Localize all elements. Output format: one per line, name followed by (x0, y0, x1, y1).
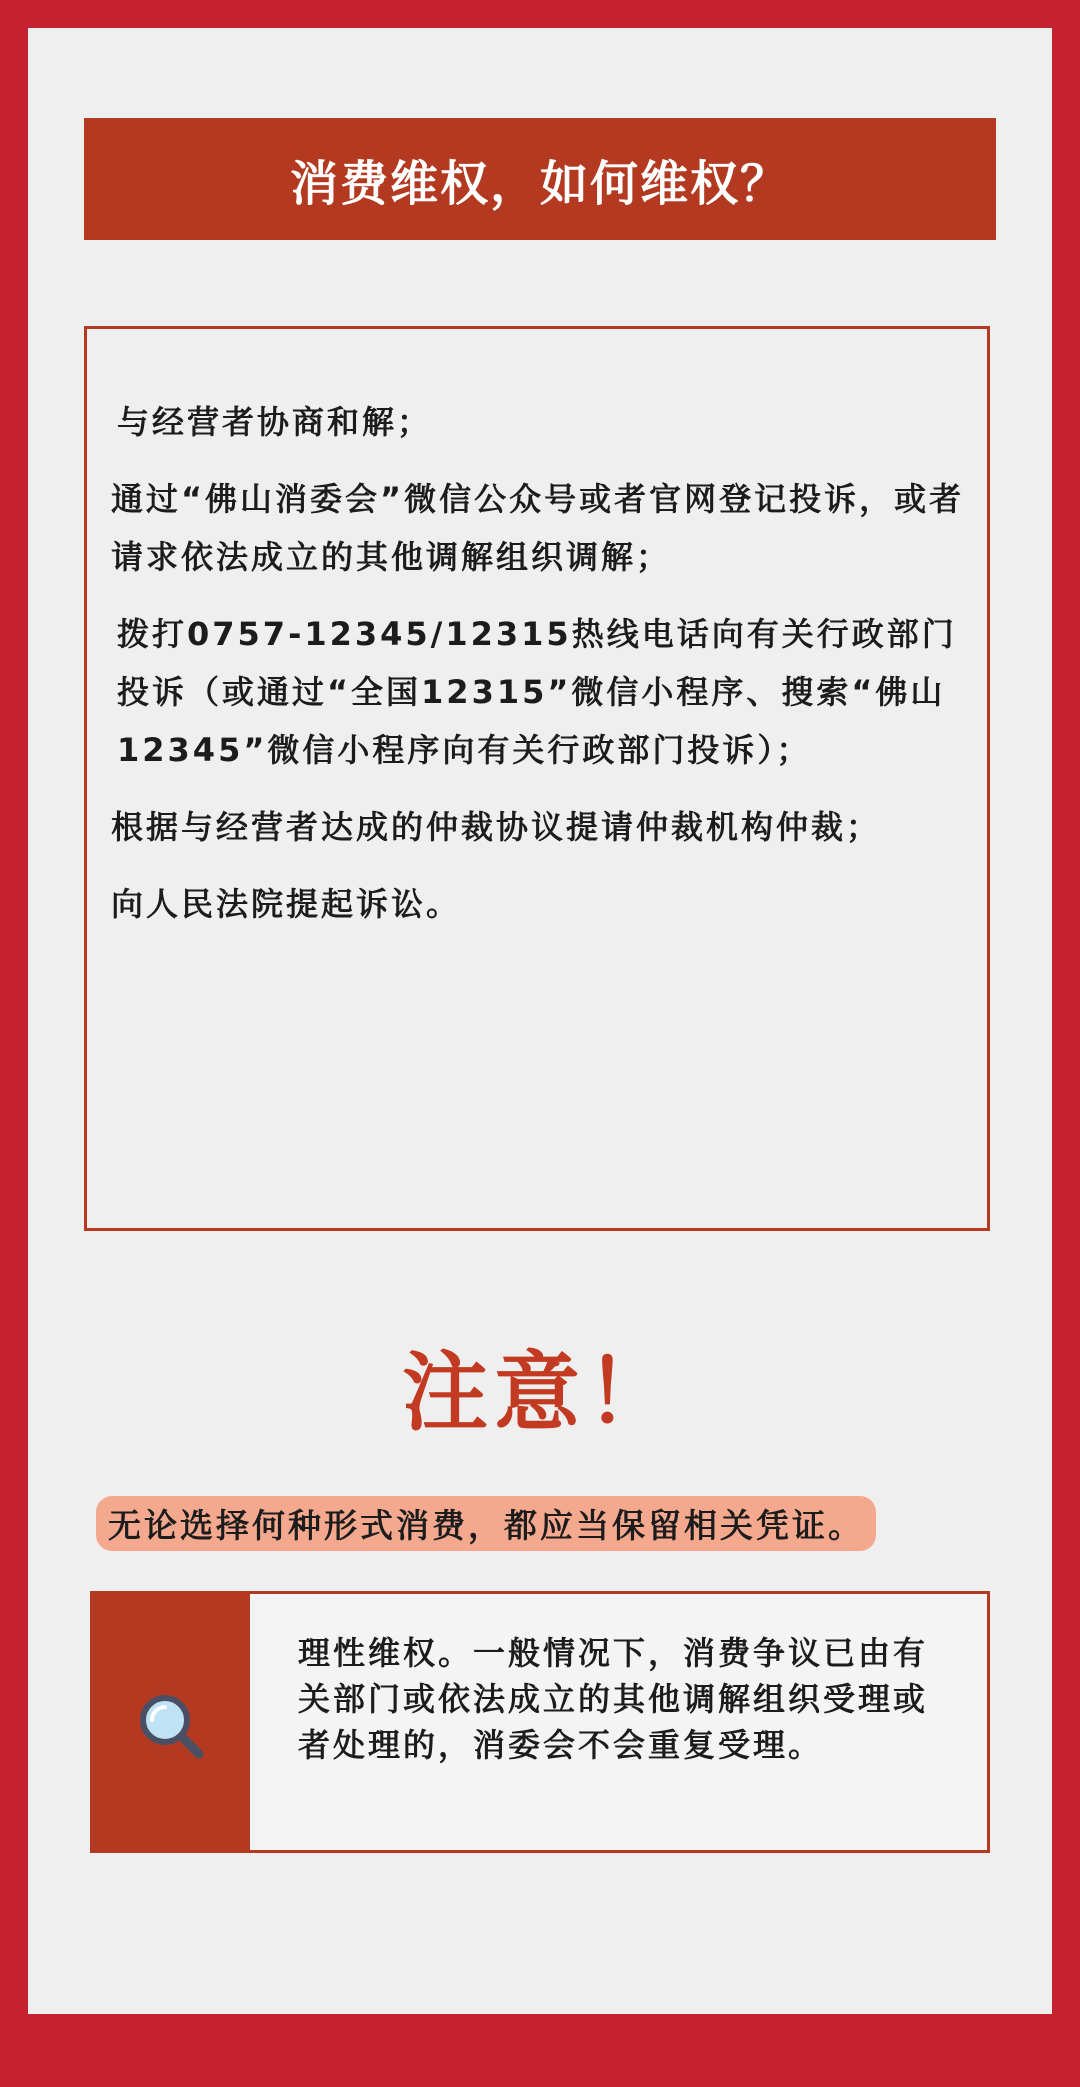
method-item-hotline: 拨打0757-12345/12315热线电话向有关行政部门投诉（或通过“全国12315”微信小程序、搜索“佛山12345”微信小程序向有关行政部门投诉）； (117, 615, 957, 769)
method-item-arbitration: 根据与经营者达成的仲裁协议提请仲裁机构仲裁； (111, 808, 882, 846)
method-item-negotiate: 与经营者协商和解； (117, 403, 433, 441)
tip-icon-panel (93, 1594, 250, 1850)
tip-text: 理性维权。一般情况下，消费争议已由有关部门或依法成立的其他调解组织受理或者处理的，消委会不会重复受理。 (298, 1634, 929, 1764)
page-title: 消费维权，如何维权？ (289, 155, 790, 212)
method-item-lawsuit: 向人民法院提起诉讼。 (111, 885, 462, 923)
complaint-methods-list (111, 393, 971, 952)
title-banner (84, 118, 996, 240)
notice-heading: 注意！ (402, 1343, 678, 1443)
complaint-methods-box (84, 326, 990, 1231)
tip-box (90, 1591, 990, 1853)
magnifier-icon (135, 1690, 207, 1762)
poster-page (28, 28, 1052, 2014)
method-item-consumer-council: 通过“佛山消委会”微信公众号或者官网登记投诉，或者请求依法成立的其他调解组织调解； (111, 480, 965, 576)
notice-highlight: 无论选择何种形式消费，都应当保留相关凭证。 (96, 1496, 876, 1551)
